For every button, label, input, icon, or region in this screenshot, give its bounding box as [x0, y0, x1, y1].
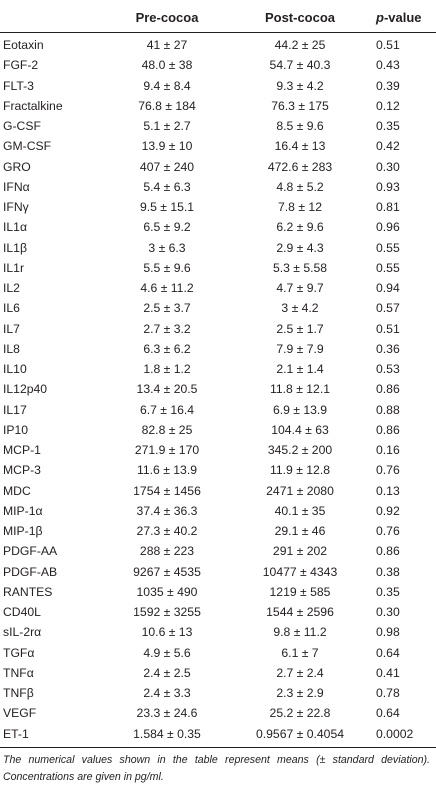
table-row [0, 562, 436, 582]
row-cytokine-name: MIP-1β [3, 524, 43, 539]
table-row [0, 35, 436, 55]
row-post-cocoa-value: 1219 ± 585 [269, 584, 331, 599]
row-cytokine-name: FLT-3 [3, 78, 34, 93]
row-post-cocoa-value: 6.2 ± 9.6 [276, 220, 324, 235]
table-row [0, 157, 436, 177]
row-post-cocoa-value: 472.6 ± 283 [267, 159, 333, 174]
row-p-value: 0.35 [376, 584, 400, 599]
row-pre-cocoa-value: 4.9 ± 5.6 [143, 645, 191, 660]
row-cytokine-name: TNFβ [3, 686, 34, 701]
row-pre-cocoa-value: 10.6 ± 13 [141, 625, 193, 640]
row-cytokine-name: GM-CSF [3, 139, 52, 154]
row-post-cocoa-value: 9.8 ± 11.2 [273, 625, 327, 640]
row-post-cocoa-value: 6.9 ± 13.9 [272, 402, 328, 417]
row-post-cocoa-value: 7.9 ± 7.9 [276, 341, 324, 356]
table-row [0, 460, 436, 480]
row-post-cocoa-value: 11.9 ± 12.8 [270, 463, 330, 478]
row-cytokine-name: TGFα [3, 645, 35, 660]
table-row [0, 76, 436, 96]
row-p-value: 0.39 [376, 78, 400, 93]
row-post-cocoa-value: 0.9567 ± 0.4054 [255, 726, 344, 741]
table-row [0, 703, 436, 723]
row-post-cocoa-value: 6.1 ± 7 [281, 645, 319, 660]
row-pre-cocoa-value: 13.9 ± 10 [141, 139, 193, 154]
row-p-value: 0.96 [376, 220, 400, 235]
row-pre-cocoa-value: 2.4 ± 3.3 [143, 686, 191, 701]
row-p-value: 0.86 [376, 422, 400, 437]
row-cytokine-name: PDGF-AB [3, 564, 58, 579]
row-p-value: 0.16 [376, 443, 400, 458]
row-cytokine-name: IL12p40 [3, 382, 48, 397]
table-row [0, 55, 436, 75]
row-post-cocoa-value: 345.2 ± 200 [267, 443, 333, 458]
row-cytokine-name: IL8 [3, 341, 20, 356]
row-p-value: 0.55 [376, 260, 400, 275]
row-pre-cocoa-value: 9.5 ± 15.1 [139, 200, 195, 215]
row-cytokine-name: IL10 [3, 362, 27, 377]
table-row [0, 339, 436, 359]
row-post-cocoa-value: 5.3 ± 5.58 [272, 260, 328, 275]
table-row [0, 319, 436, 339]
row-pre-cocoa-value: 3 ± 6.3 [148, 240, 186, 255]
header-post-cocoa: Post-cocoa [264, 10, 336, 25]
row-p-value: 0.57 [376, 301, 400, 316]
table-row [0, 379, 436, 399]
row-pre-cocoa-value: 2.4 ± 2.5 [143, 665, 191, 680]
row-cytokine-name: IP10 [3, 422, 29, 437]
row-pre-cocoa-value: 5.5 ± 9.6 [143, 260, 191, 275]
row-pre-cocoa-value: 9.4 ± 8.4 [143, 78, 191, 93]
row-pre-cocoa-value: 76.8 ± 184 [138, 98, 196, 113]
row-post-cocoa-value: 3 ± 4.2 [281, 301, 319, 316]
row-p-value: 0.94 [376, 281, 400, 296]
table-row [0, 400, 436, 420]
row-cytokine-name: IL7 [3, 321, 20, 336]
table-row [0, 683, 436, 703]
row-post-cocoa-value: 2.1 ± 1.4 [276, 362, 324, 377]
row-pre-cocoa-value: 1592 ± 3255 [133, 605, 201, 620]
row-pre-cocoa-value: 23.3 ± 24.6 [136, 706, 198, 721]
row-cytokine-name: Fractalkine [3, 98, 63, 113]
row-cytokine-name: VEGF [3, 706, 37, 721]
row-cytokine-name: CD40L [3, 605, 41, 620]
row-pre-cocoa-value: 11.6 ± 13.9 [137, 463, 197, 478]
row-pre-cocoa-value: 288 ± 223 [139, 544, 195, 559]
row-p-value: 0.12 [376, 98, 400, 113]
table-row [0, 643, 436, 663]
row-cytokine-name: IFNγ [3, 200, 29, 215]
table-row [0, 440, 436, 460]
row-pre-cocoa-value: 5.4 ± 6.3 [143, 179, 191, 194]
table-row [0, 238, 436, 258]
row-post-cocoa-value: 2471 ± 2080 [266, 483, 334, 498]
row-pre-cocoa-value: 2.7 ± 3.2 [143, 321, 191, 336]
table-row [0, 278, 436, 298]
row-p-value: 0.93 [376, 179, 400, 194]
row-pre-cocoa-value: 2.5 ± 3.7 [143, 301, 191, 316]
row-p-value: 0.41 [376, 665, 400, 680]
row-post-cocoa-value: 7.8 ± 12 [278, 200, 322, 215]
table-row [0, 258, 436, 278]
row-pre-cocoa-value: 1035 ± 490 [136, 584, 198, 599]
row-p-value: 0.51 [376, 321, 400, 336]
row-post-cocoa-value: 76.3 ± 175 [271, 98, 329, 113]
row-p-value: 0.98 [376, 625, 400, 640]
row-post-cocoa-value: 2.9 ± 4.3 [276, 240, 324, 255]
row-cytokine-name: IL17 [3, 402, 27, 417]
row-post-cocoa-value: 40.1 ± 35 [274, 503, 326, 518]
table-row [0, 521, 436, 541]
header-p-letter: p [376, 10, 384, 25]
row-pre-cocoa-value: 82.8 ± 25 [141, 422, 193, 437]
row-cytokine-name: GRO [3, 159, 31, 174]
table-row [0, 622, 436, 642]
table-footnote: The numerical values shown in the table represent means (± standard deviation). Concentrations are given in pg/ml. [3, 753, 430, 783]
row-pre-cocoa-value: 5.1 ± 2.7 [143, 119, 191, 134]
table-header [0, 0, 436, 33]
row-cytokine-name: IFNα [3, 179, 30, 194]
row-cytokine-name: FGF-2 [3, 58, 39, 73]
row-p-value: 0.92 [376, 503, 400, 518]
row-cytokine-name: MIP-1α [3, 503, 43, 518]
row-post-cocoa-value: 9.3 ± 4.2 [276, 78, 324, 93]
row-cytokine-name: IL2 [3, 281, 20, 296]
table-row [0, 217, 436, 237]
row-pre-cocoa-value: 41 ± 27 [146, 38, 188, 53]
row-p-value: 0.30 [376, 605, 400, 620]
row-post-cocoa-value: 25.2 ± 22.8 [269, 706, 331, 721]
row-p-value: 0.35 [376, 119, 400, 134]
row-pre-cocoa-value: 27.3 ± 40.2 [136, 524, 198, 539]
header-p-value [374, 10, 436, 25]
row-cytokine-name: TNFα [3, 665, 34, 680]
row-pre-cocoa-value: 9267 ± 4535 [133, 564, 201, 579]
row-cytokine-name: IL1r [3, 260, 25, 275]
row-p-value: 0.0002 [376, 726, 414, 741]
row-post-cocoa-value: 16.4 ± 13 [274, 139, 326, 154]
row-post-cocoa-value: 54.7 ± 40.3 [269, 58, 331, 73]
header-pre-cocoa: Pre-cocoa [135, 10, 199, 25]
row-post-cocoa-value: 8.5 ± 9.6 [276, 119, 324, 134]
row-post-cocoa-value: 11.8 ± 12.1 [270, 382, 330, 397]
row-p-value: 0.86 [376, 544, 400, 559]
table-row [0, 177, 436, 197]
row-post-cocoa-value: 4.8 ± 5.2 [276, 179, 324, 194]
row-p-value: 0.81 [376, 200, 400, 215]
table-row [0, 116, 436, 136]
table-row [0, 96, 436, 116]
row-pre-cocoa-value: 1754 ± 1456 [133, 483, 201, 498]
row-pre-cocoa-value: 4.6 ± 11.2 [140, 281, 194, 296]
table-row [0, 663, 436, 683]
row-p-value: 0.64 [376, 706, 400, 721]
row-cytokine-name: ET-1 [3, 726, 29, 741]
row-p-value: 0.30 [376, 159, 400, 174]
row-cytokine-name: sIL-2rα [3, 625, 42, 640]
row-post-cocoa-value: 4.7 ± 9.7 [276, 281, 324, 296]
table-row [0, 359, 436, 379]
row-cytokine-name: RANTES [3, 584, 53, 599]
row-post-cocoa-value: 291 ± 202 [272, 544, 328, 559]
row-cytokine-name: Eotaxin [3, 38, 44, 53]
row-cytokine-name: IL6 [3, 301, 20, 316]
row-p-value: 0.55 [376, 240, 400, 255]
row-post-cocoa-value: 1544 ± 2596 [266, 605, 334, 620]
row-pre-cocoa-value: 37.4 ± 36.3 [136, 503, 198, 518]
row-pre-cocoa-value: 6.7 ± 16.4 [139, 402, 195, 417]
row-pre-cocoa-value: 6.5 ± 9.2 [143, 220, 191, 235]
row-p-value: 0.51 [376, 38, 400, 53]
header-p-suffix: -value [383, 10, 422, 25]
row-post-cocoa-value: 2.5 ± 1.7 [276, 321, 324, 336]
row-post-cocoa-value: 2.3 ± 2.9 [276, 686, 324, 701]
row-p-value: 0.43 [376, 58, 400, 73]
table-row [0, 602, 436, 622]
table-row [0, 541, 436, 561]
row-post-cocoa-value: 2.7 ± 2.4 [276, 665, 324, 680]
table-row [0, 724, 436, 744]
row-p-value: 0.78 [376, 686, 400, 701]
row-post-cocoa-value: 29.1 ± 46 [274, 524, 326, 539]
row-pre-cocoa-value: 407 ± 240 [139, 159, 195, 174]
row-p-value: 0.53 [376, 362, 400, 377]
table-body [0, 33, 436, 744]
row-cytokine-name: MCP-1 [3, 443, 41, 458]
row-post-cocoa-value: 44.2 ± 25 [274, 38, 326, 53]
row-pre-cocoa-value: 271.9 ± 170 [134, 443, 200, 458]
table-row [0, 298, 436, 318]
row-p-value: 0.64 [376, 645, 400, 660]
row-p-value: 0.42 [376, 139, 400, 154]
row-cytokine-name: IL1β [3, 240, 27, 255]
row-p-value: 0.36 [376, 341, 400, 356]
table-row [0, 420, 436, 440]
row-post-cocoa-value: 104.4 ± 63 [271, 422, 329, 437]
row-p-value: 0.76 [376, 463, 400, 478]
row-pre-cocoa-value: 6.3 ± 6.2 [143, 341, 191, 356]
row-cytokine-name: MCP-3 [3, 463, 41, 478]
row-p-value: 0.13 [376, 483, 400, 498]
row-pre-cocoa-value: 1.8 ± 1.2 [143, 362, 191, 377]
row-cytokine-name: G-CSF [3, 119, 41, 134]
row-cytokine-name: PDGF-AA [3, 544, 58, 559]
row-p-value: 0.88 [376, 402, 400, 417]
table-row [0, 582, 436, 602]
row-pre-cocoa-value: 13.4 ± 20.5 [136, 382, 198, 397]
table-row [0, 481, 436, 501]
table-row [0, 197, 436, 217]
row-p-value: 0.86 [376, 382, 400, 397]
row-pre-cocoa-value: 1.584 ± 0.35 [133, 726, 201, 741]
row-cytokine-name: MDC [3, 483, 31, 498]
table-row [0, 136, 436, 156]
row-p-value: 0.76 [376, 524, 400, 539]
row-post-cocoa-value: 10477 ± 4343 [262, 564, 338, 579]
row-p-value: 0.38 [376, 564, 400, 579]
row-cytokine-name: IL1α [3, 220, 27, 235]
row-pre-cocoa-value: 48.0 ± 38 [141, 58, 193, 73]
table-row [0, 501, 436, 521]
